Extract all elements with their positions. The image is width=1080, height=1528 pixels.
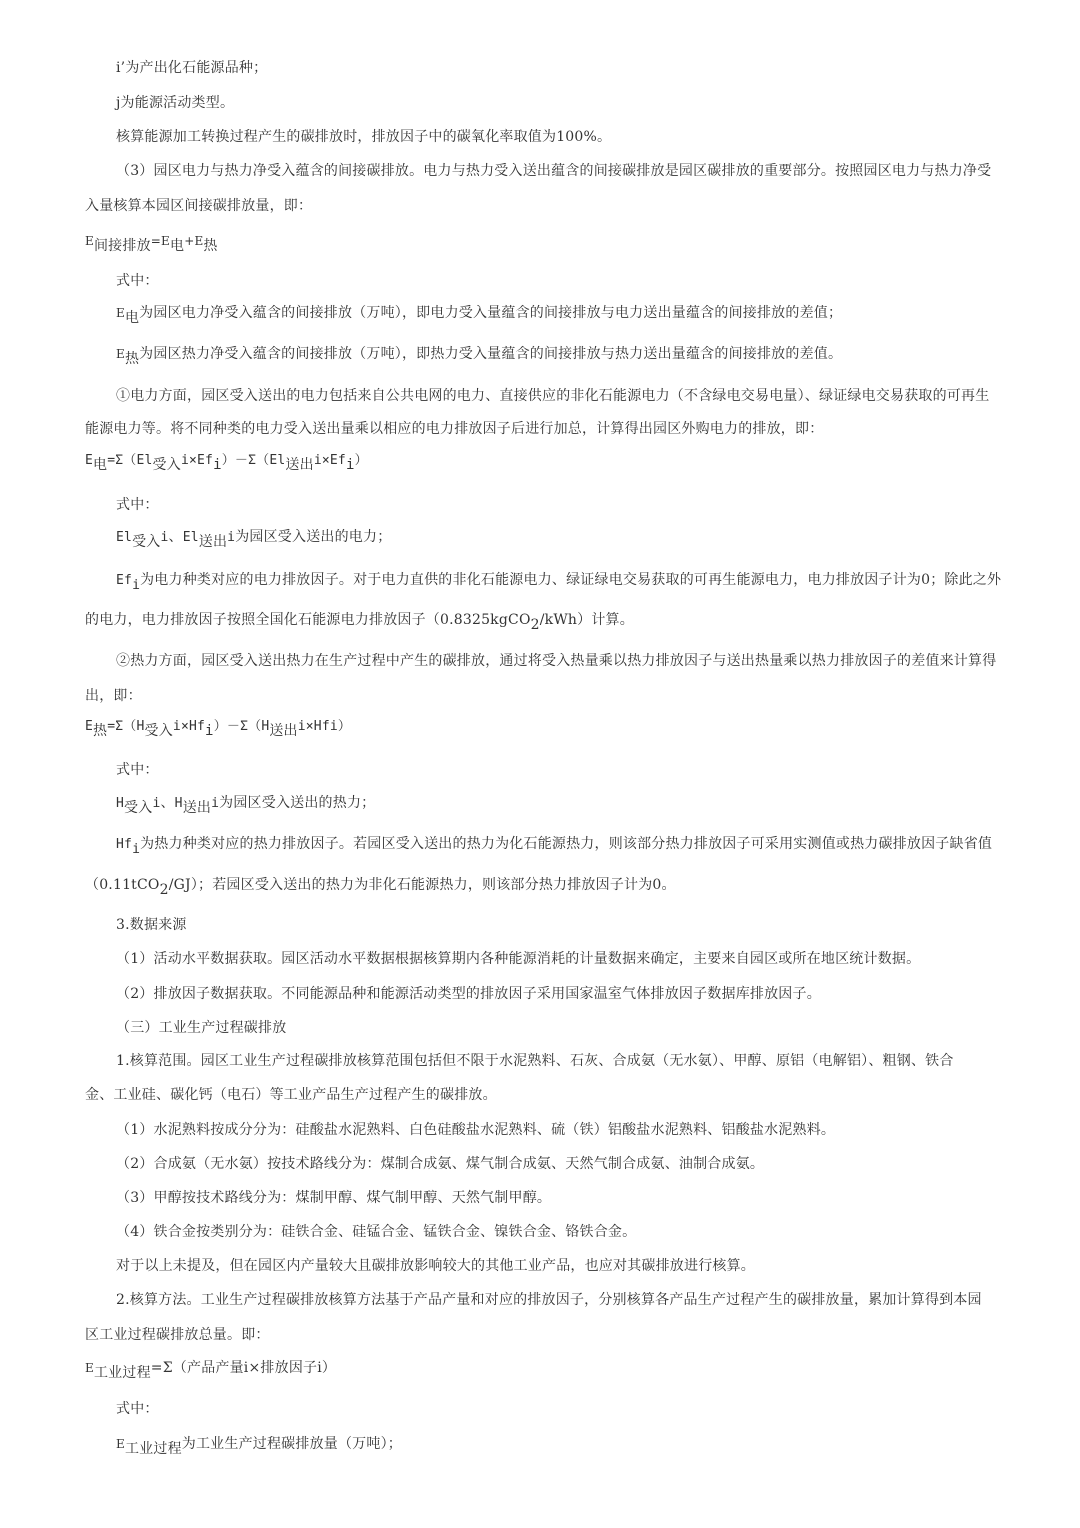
text-line: 的电力，电力排放因子按照全国化石能源电力排放因子（0.8325kgCO$_2$/kWh）计算。	[85, 612, 634, 633]
text-line: 2.核算方法。工业生产过程碳排放核算方法基于产品产量和对应的排放因子，分别核算各产品生产过程产生的碳排放量，累加计算得到本园	[116, 1292, 982, 1308]
text-line: （1）活动水平数据获取。园区活动水平数据根据核算期内各种能源消耗的计量数据来确定，主要来自园区或所在地区统计数据。	[116, 951, 921, 967]
formula-industrial-process: $E_{工业过程}=\Sigma$（产品产量i×排放因子i）	[85, 1360, 337, 1381]
definition-line: $E_电$为园区电力净受入蕴含的间接排放（万吨），即电力受入量蕴含的间接排放与电力送出量蕴含的间接排放的差值；	[116, 305, 843, 326]
text-line: 核算能源加工转换过程产生的碳排放时，排放因子中的碳氧化率取值为100%。	[116, 129, 612, 145]
definition-line: $Hf_i$为热力种类对应的热力排放因子。若园区受入送出的热力为化石能源热力，则该部分热力排放因子可采用实测值或热力碳排放因子缺省值	[116, 836, 993, 857]
text-line: ①电力方面，园区受入送出的电力包括来自公共电网的电力、直接供应的非化石能源电力（不含绿电交易电量）、绿证绿电交易获取的可再生	[116, 388, 990, 404]
text-line: 式中：	[116, 497, 159, 513]
text-line: （3）园区电力与热力净受入蕴含的间接碳排放。电力与热力受入送出蕴含的间接碳排放是园区碳排放的重要部分。按照园区电力与热力净受	[116, 163, 992, 179]
definition-line: $H_{受入}i$、$H_{送出}i$为园区受入送出的热力；	[116, 795, 376, 816]
definition-line: $E_{工业过程}$为工业生产过程碳排放量（万吨）；	[116, 1436, 402, 1457]
text-line: 式中：	[116, 1401, 159, 1417]
text-line: 区工业过程碳排放总量。即：	[85, 1327, 270, 1343]
section-heading: 3.数据来源	[116, 917, 187, 933]
text-line: ②热力方面，园区受入送出热力在生产过程中产生的碳排放，通过将受入热量乘以热力排放因子与送出热量乘以热力排放因子的差值来计算得	[116, 653, 997, 669]
text-line: 1.核算范围。园区工业生产过程碳排放核算范围包括但不限于水泥熟料、石灰、合成氨（无水氨）、甲醇、原铝（电解铝）、粗钢、铁合	[116, 1053, 954, 1069]
list-item: （4）铁合金按类别分为：硅铁合金、硅锰合金、锰铁合金、镍铁合金、铬铁合金。	[116, 1224, 637, 1240]
definition-line: $E_热$为园区热力净受入蕴含的间接排放（万吨），即热力受入量蕴含的间接排放与热力送出量蕴含的间接排放的差值。	[116, 346, 843, 367]
text-line: i’为产出化石能源品种；	[116, 60, 268, 76]
text-line: 能源电力等。将不同种类的电力受入送出量乘以相应的电力排放因子后进行加总，计算得出园区外购电力的排放，即：	[85, 421, 824, 437]
formula-indirect-emission: $E_{间接排放}=E_电+E_热$	[85, 234, 218, 254]
formula-heat: $E_热=\Sigma(H_{受入}i\times Hf_i)-\Sigma(H_{送出}i\times Hfi)$	[85, 719, 352, 739]
text-line: 对于以上未提及，但在园区内产量较大且碳排放影响较大的其他工业产品，也应对其碳排放进行核算。	[116, 1258, 755, 1274]
text-line: 出，即：	[85, 688, 142, 704]
formula-electricity: $E_电=\Sigma(El_{受入}i\times Ef_i)-\Sigma(El_{送出}i\times Ef_i)$	[85, 453, 368, 473]
text-line: （2）排放因子数据获取。不同能源品种和能源活动类型的排放因子采用国家温室气体排放因子数据库排放因子。	[116, 986, 821, 1002]
text-line: 金、工业硅、碳化钙（电石）等工业产品生产过程产生的碳排放。	[85, 1087, 497, 1103]
section-heading: （三）工业生产过程碳排放	[116, 1020, 287, 1036]
list-item: （1）水泥熟料按成分分为：硅酸盐水泥熟料、白色硅酸盐水泥熟料、硫（铁）铝酸盐水泥熟料、铝酸盐水泥熟料。	[116, 1122, 836, 1138]
list-item: （3）甲醇按技术路线分为：煤制甲醇、煤气制甲醇、天然气制甲醇。	[116, 1190, 552, 1206]
text-line: （0.11tCO$_2$/GJ）；若园区受入送出的热力为非化石能源热力，则该部分热力排放因子计为0。	[85, 877, 676, 898]
text-line: 式中：	[116, 273, 159, 289]
list-item: （2）合成氨（无水氨）按技术路线分为：煤制合成氨、煤气制合成氨、天然气制合成氨、油制合成氨。	[116, 1156, 765, 1172]
definition-line: $Ef_i$为电力种类对应的电力排放因子。对于电力直供的非化石能源电力、绿证绿电交易获取的可再生能源电力，电力排放因子计为0；除此之外	[116, 572, 1002, 593]
text-line: 式中：	[116, 762, 159, 778]
text-line: j为能源活动类型。	[116, 95, 235, 111]
definition-line: $El_{受入}i$、$El_{送出}i$为园区受入送出的电力；	[116, 529, 392, 550]
text-line: 入量核算本园区间接碳排放量，即：	[85, 198, 313, 214]
